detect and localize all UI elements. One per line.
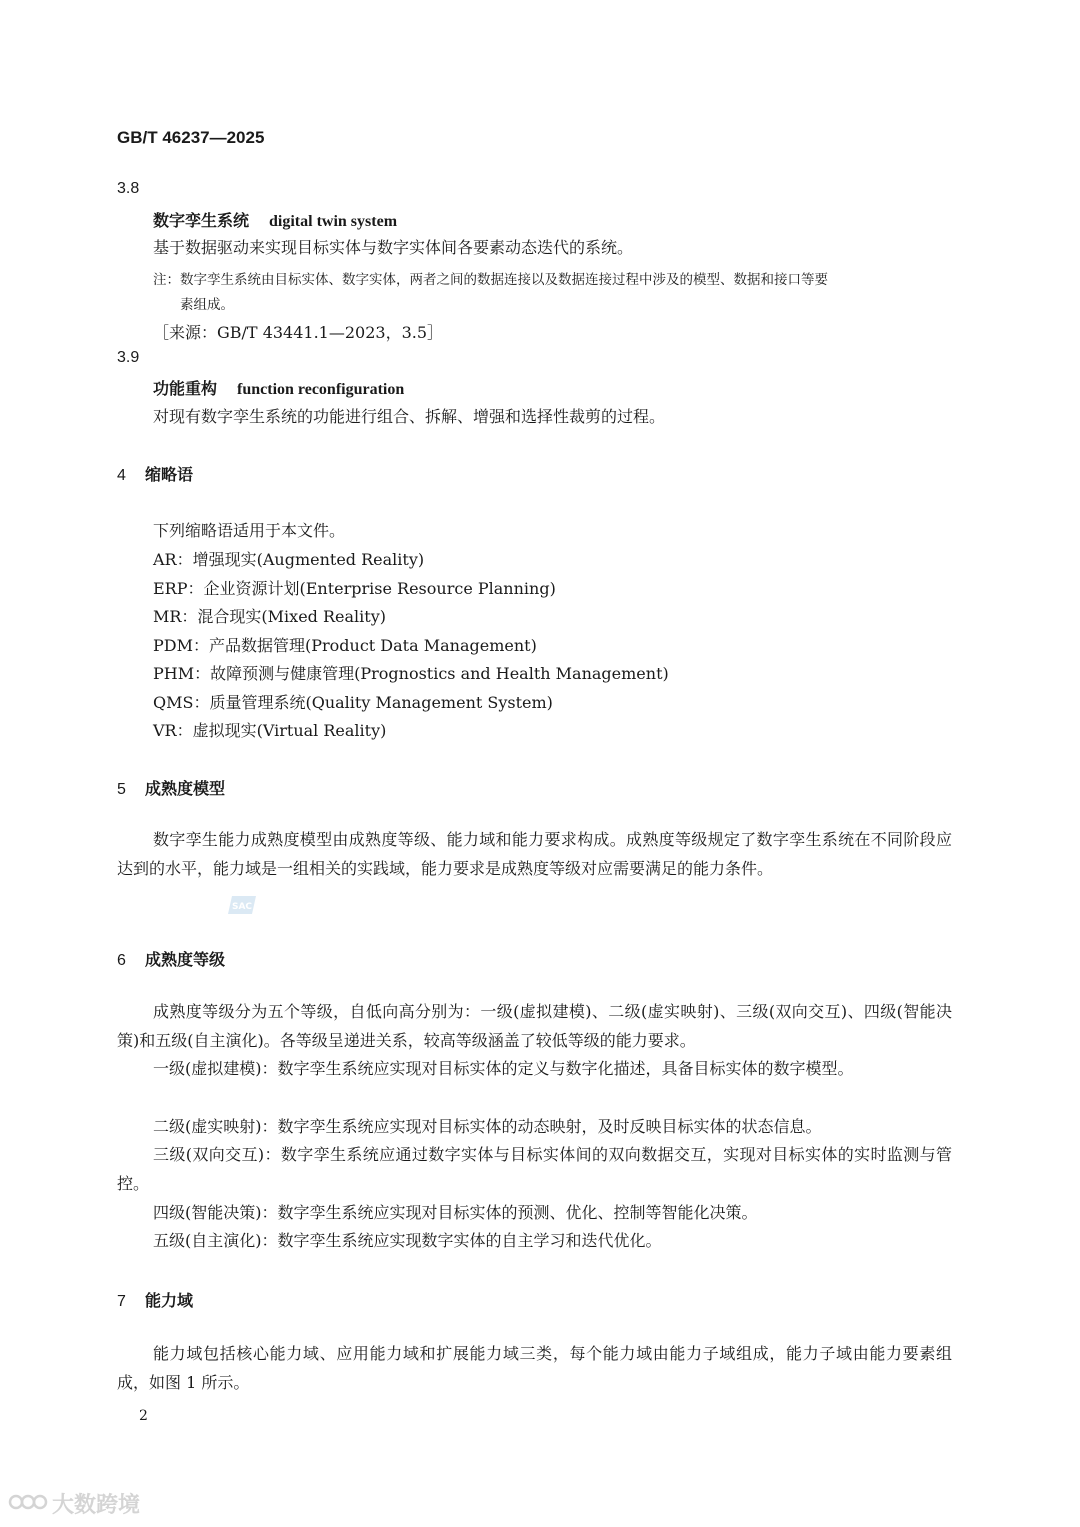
term-zh: 数字孪生系统	[153, 211, 250, 230]
paragraph: 能力域包括核心能力域、应用能力域和扩展能力域三类，每个能力域由能力子域组成，能力子域由能力要素组成，如图 1 所示。	[117, 1344, 952, 1392]
abbreviation-item: PDM：产品数据管理(Product Data Management)	[153, 636, 537, 655]
abbreviation-item: MR：混合现实(Mixed Reality)	[153, 607, 386, 626]
brand-text: 大数跨境	[52, 1493, 141, 1518]
term-title	[153, 376, 404, 399]
section-number: 5	[117, 781, 126, 798]
paragraph: 成熟度等级分为五个等级，自低向高分别为：一级(虚拟建模)、二级(虚实映射)、三级(双向交互)、四级(智能决策)和五级(自主演化)。各等级呈递进关系，较高等级涵盖了较低等级的能力要求。	[117, 1002, 952, 1050]
note-text: 注：数字孪生系统由目标实体、数字实体，两者之间的数据连接以及数据连接过程中涉及的模型、数据和接口等要	[153, 272, 828, 288]
term-definition: 基于数据驱动来实现目标实体与数字实体间各要素动态迭代的系统。	[153, 238, 634, 257]
source-reference: ［来源：GB/T 43441.1—2023，3.5］	[153, 323, 444, 342]
paragraph: 三级(双向交互)：数字孪生系统应通过数字实体与目标实体间的双向数据交互，实现对目标实体的实时监测与管控。	[117, 1145, 952, 1193]
section-number: 4	[117, 467, 126, 484]
section-title: 缩略语	[145, 465, 194, 484]
abbreviation-item: VR：虚拟现实(Virtual Reality)	[153, 721, 387, 740]
paragraph: 二级(虚实映射)：数字孪生系统应实现对目标实体的动态映射，及时反映目标实体的状态信息。	[153, 1117, 822, 1136]
paragraph: 一级(虚拟建模)：数字孪生系统应实现对目标实体的定义与数字化描述，具备目标实体的数字模型。	[153, 1059, 854, 1078]
section-heading	[117, 1288, 193, 1311]
term-zh: 功能重构	[153, 379, 218, 398]
section-heading	[117, 947, 225, 970]
abbreviation-item: PHM：故障预测与健康管理(Prognostics and Health Management)	[153, 664, 669, 683]
section-number: 6	[117, 952, 126, 969]
abbreviation-item: QMS：质量管理系统(Quality Management System)	[153, 693, 553, 712]
clause-number: 3.8	[117, 180, 140, 197]
section-number: 7	[117, 1293, 126, 1310]
abbreviation-item: ERP：企业资源计划(Enterprise Resource Planning)	[153, 579, 556, 598]
document-id: GB/T 46237—2025	[117, 128, 265, 147]
paragraph: 五级(自主演化)：数字孪生系统应实现数字实体的自主学习和迭代优化。	[153, 1231, 662, 1250]
term-title	[153, 208, 397, 231]
term-definition: 对现有数字孪生系统的功能进行组合、拆解、增强和选择性裁剪的过程。	[153, 407, 666, 426]
section-heading	[117, 776, 225, 799]
clause-number: 3.9	[117, 349, 140, 366]
page-number: 2	[139, 1408, 148, 1424]
section-heading	[117, 462, 193, 485]
section-title: 成熟度模型	[145, 779, 226, 798]
section-title: 能力域	[145, 1291, 194, 1310]
paragraph: 四级(智能决策)：数字孪生系统应实现对目标实体的预测、优化、控制等智能化决策。	[153, 1203, 758, 1222]
term-en: function reconfiguration	[237, 381, 405, 398]
paragraph: 数字孪生能力成熟度模型由成熟度等级、能力域和能力要求构成。成熟度等级规定了数字孪生系统在不同阶段应达到的水平，能力域是一组相关的实践域，能力要求是成熟度等级对应需要满足的能力条件。	[117, 830, 952, 878]
brand-watermark	[8, 1488, 140, 1519]
term-en: digital twin system	[269, 213, 398, 230]
abbreviation-intro: 下列缩略语适用于本文件。	[153, 521, 346, 540]
sac-watermark	[228, 894, 258, 916]
section-title: 成熟度等级	[145, 950, 226, 969]
brand-logo-icon	[8, 1490, 48, 1518]
note-text-continued: 素组成。	[180, 297, 234, 313]
svg-text:SAC: SAC	[231, 902, 253, 912]
abbreviation-item: AR：增强现实(Augmented Reality)	[153, 550, 425, 569]
